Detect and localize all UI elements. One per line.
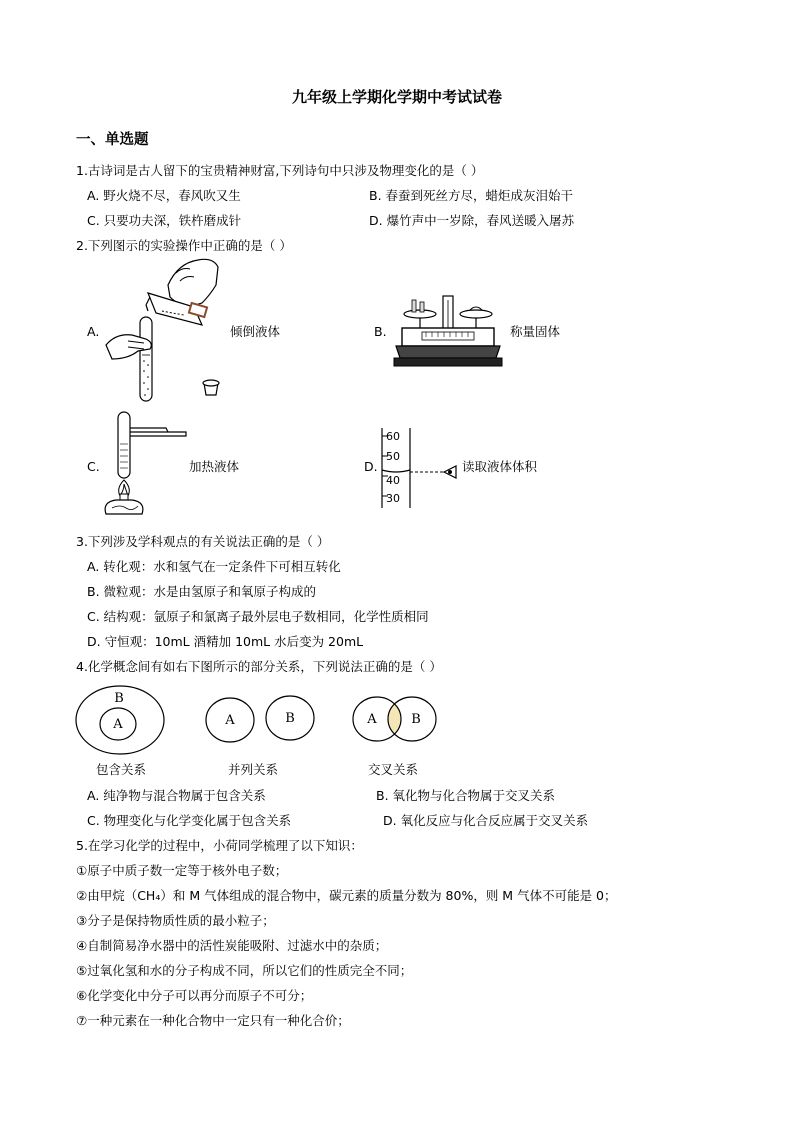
label-containment: 包含关系 — [96, 762, 147, 777]
question-2-stem: 2.下列图示的实验操作中正确的是（ ） — [76, 238, 292, 253]
question-3-option-c[interactable]: C. 结构观：氩原子和氯离子最外层电子数相同，化学性质相同 — [87, 609, 429, 624]
containment-label-b: B — [114, 691, 124, 706]
cross-label-b: B — [411, 712, 421, 727]
label-cross: 交叉关系 — [368, 762, 419, 777]
question-2-option-c-caption: 加热液体 — [189, 459, 240, 474]
question-1-option-a[interactable]: A. 野火烧不尽，春风吹又生 — [87, 188, 241, 203]
balance-figure — [392, 292, 504, 372]
heating-liquid-figure — [96, 410, 188, 516]
question-2-option-c-letter[interactable]: C. — [87, 459, 100, 474]
cylinder-tick-60: 60 — [386, 430, 400, 443]
knowledge-item-2: ②由甲烷（CH₄）和 M 气体组成的混合物中，碳元素的质量分数为 80%，则 M 气体不可能是 0； — [76, 888, 617, 903]
question-2-option-b-letter[interactable]: B. — [374, 324, 387, 339]
question-4-stem: 4.化学概念间有如右下图所示的部分关系，下列说法正确的是（ ） — [76, 659, 442, 674]
question-3-option-a[interactable]: A. 转化观：水和氢气在一定条件下可相互转化 — [87, 559, 341, 574]
knowledge-item-4: ④自制简易净水器中的活性炭能吸附、过滤水中的杂质； — [76, 938, 388, 953]
question-2-option-d-caption: 读取液体体积 — [462, 459, 538, 474]
page-title: 九年级上学期化学期中考试试卷 — [291, 88, 502, 106]
question-1-option-b[interactable]: B. 春蚕到死丝方尽，蜡炬成灰泪始干 — [369, 188, 574, 203]
cylinder-tick-40: 40 — [386, 474, 400, 487]
parallel-label-b: B — [285, 711, 295, 726]
question-2-option-d-letter[interactable]: D. — [364, 459, 378, 474]
question-4-option-c[interactable]: C. 物理变化与化学变化属于包含关系 — [87, 813, 292, 828]
question-3-stem: 3.下列涉及学科观点的有关说法正确的是（ ） — [76, 534, 330, 549]
question-4-option-a[interactable]: A. 纯净物与混合物属于包含关系 — [87, 788, 266, 803]
knowledge-item-6: ⑥化学变化中分子可以再分而原子不可分； — [76, 988, 313, 1003]
knowledge-item-3: ③分子是保持物质性质的最小粒子； — [76, 913, 275, 928]
concept-relationship-diagram — [72, 682, 442, 756]
knowledge-item-5: ⑤过氧化氢和水的分子构成不同，所以它们的性质完全不同； — [76, 963, 413, 978]
question-1-option-c[interactable]: C. 只要功夫深，铁杵磨成针 — [87, 213, 242, 228]
question-3-option-b[interactable]: B. 微粒观：水是由氢原子和氧原子构成的 — [87, 584, 317, 599]
question-2-option-b-caption: 称量固体 — [510, 324, 561, 339]
question-3-option-d[interactable]: D. 守恒观：10mL 酒精加 10mL 水后变为 20mL — [87, 634, 364, 649]
label-parallel: 并列关系 — [228, 762, 279, 777]
pouring-liquid-figure — [98, 255, 226, 407]
question-4-option-d[interactable]: D. 氧化反应与化合反应属于交叉关系 — [383, 813, 589, 828]
cylinder-tick-30: 30 — [386, 492, 400, 505]
section-heading: 一、单选题 — [76, 132, 149, 148]
question-5-stem: 5.在学习化学的过程中，小荷同学梳理了以下知识： — [76, 838, 363, 853]
question-4-option-b[interactable]: B. 氧化物与化合物属于交叉关系 — [376, 788, 556, 803]
knowledge-item-7: ⑦一种元素在一种化合物中一定只有一种化合价； — [76, 1013, 350, 1028]
question-1-option-d[interactable]: D. 爆竹声中一岁除，春风送暖入屠苏 — [369, 213, 575, 228]
containment-label-a: A — [113, 717, 123, 732]
cross-label-a: A — [367, 712, 377, 727]
cylinder-tick-50: 50 — [386, 450, 400, 463]
question-1-stem: 1.古诗词是古人留下的宝贵精神财富,下列诗句中只涉及物理变化的是（ ） — [76, 163, 484, 178]
graduated-cylinder-figure — [378, 426, 462, 510]
knowledge-item-1: ①原子中质子数一定等于核外电子数； — [76, 863, 288, 878]
parallel-label-a: A — [225, 713, 235, 728]
question-2-option-a-caption: 倾倒液体 — [230, 324, 281, 339]
question-2-option-a-letter[interactable]: A. — [87, 324, 100, 339]
